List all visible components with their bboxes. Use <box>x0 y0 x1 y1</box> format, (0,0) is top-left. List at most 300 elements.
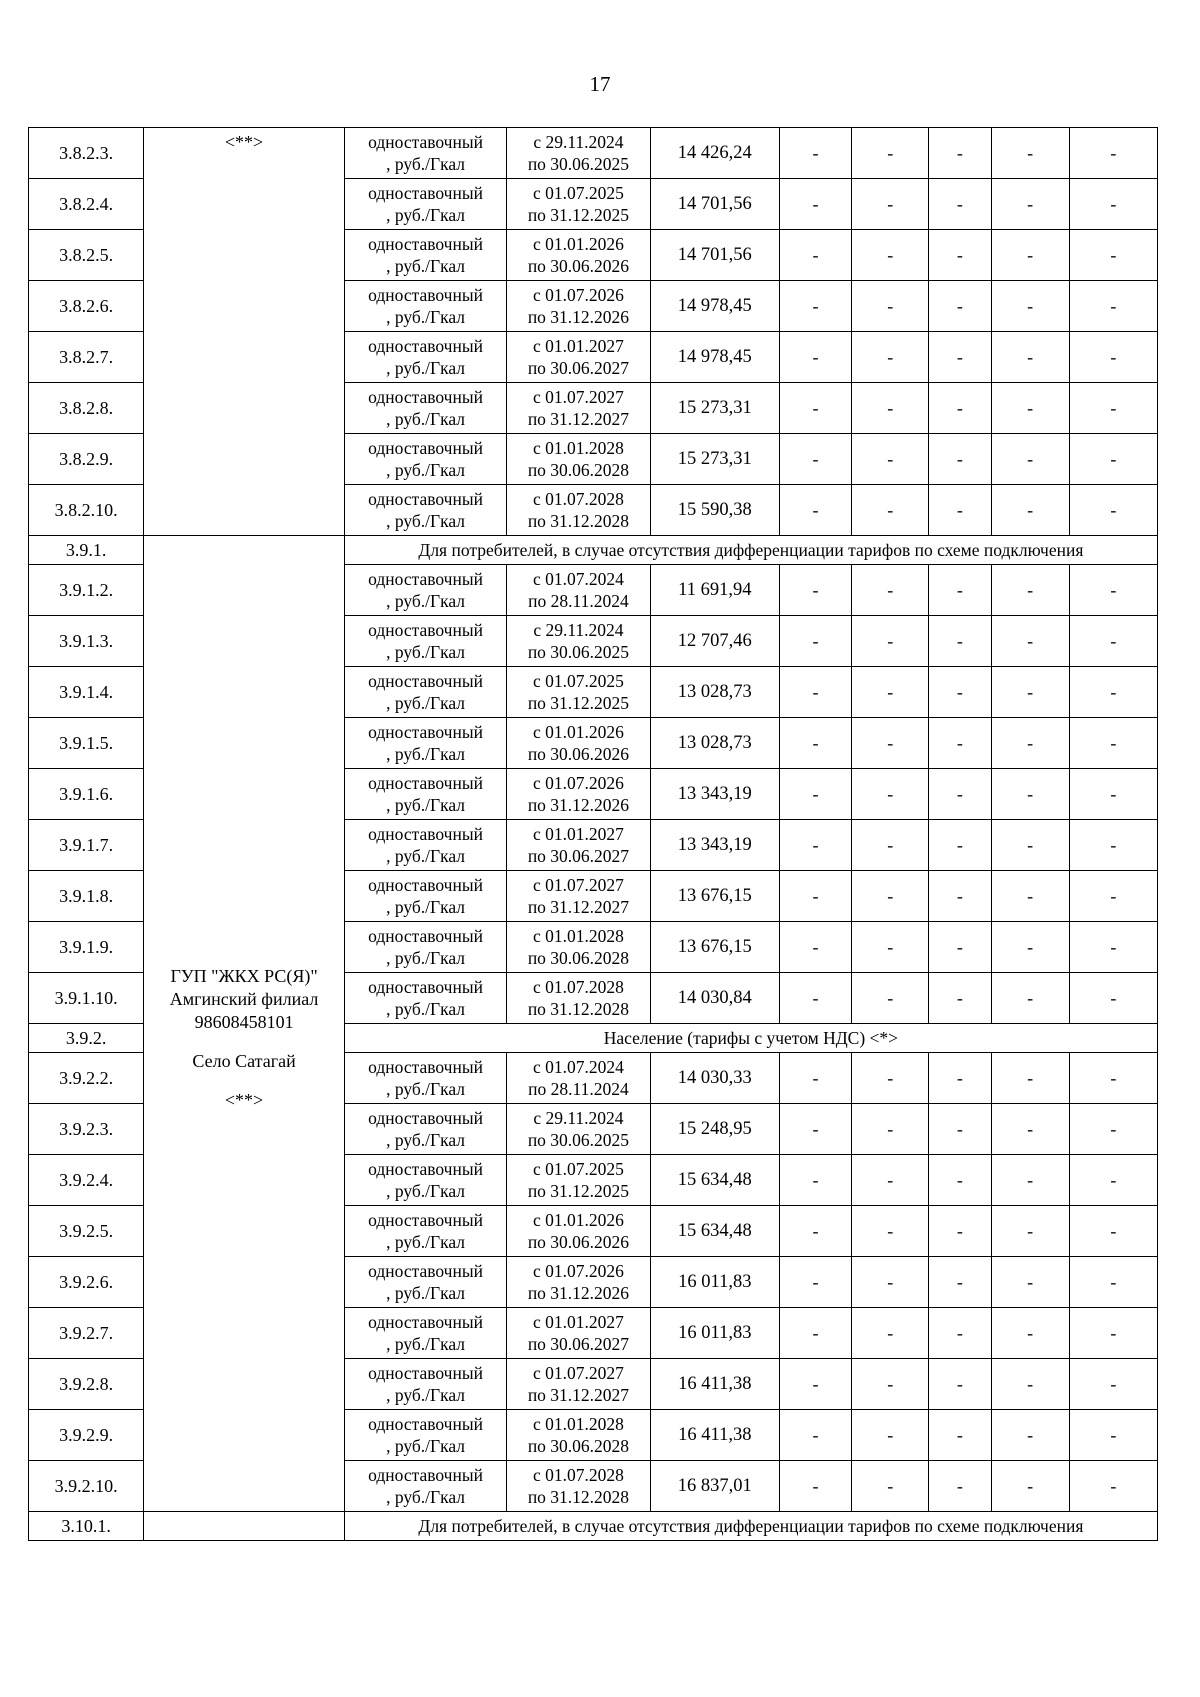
empty-value-cell: - <box>779 1410 851 1461</box>
period-from: с 01.01.2027 <box>532 824 624 844</box>
period-from: с 01.07.2027 <box>532 875 624 895</box>
tariff-type: одноставочный <box>368 1261 483 1281</box>
tariff-type-cell <box>344 1410 506 1461</box>
empty-value-cell: - <box>929 179 991 230</box>
period-to: по 30.06.2027 <box>527 1334 630 1354</box>
empty-value-cell: - <box>779 179 851 230</box>
empty-value-cell: - <box>1069 616 1157 667</box>
period-cell <box>507 434 650 485</box>
tariff-value: 15 248,95 <box>650 1104 779 1155</box>
empty-value-cell: - <box>852 718 929 769</box>
section-header-row <box>29 536 1158 565</box>
tariff-type: одноставочный <box>368 569 483 589</box>
tariff-unit: , руб./Гкал <box>386 1232 466 1252</box>
empty-value-cell: - <box>991 769 1069 820</box>
tariff-type-cell <box>344 820 506 871</box>
empty-value-cell: - <box>991 128 1069 179</box>
tariff-value: 14 426,24 <box>650 128 779 179</box>
row-number: 3.9.2.5. <box>29 1206 144 1257</box>
empty-value-cell: - <box>991 565 1069 616</box>
period-cell <box>507 718 650 769</box>
period-from: с 01.07.2028 <box>532 489 624 509</box>
empty-value-cell: - <box>779 565 851 616</box>
tariff-type: одноставочный <box>368 1108 483 1128</box>
tariff-type: одноставочный <box>368 1465 483 1485</box>
row-number: 3.9.2.6. <box>29 1257 144 1308</box>
empty-value-cell: - <box>1069 1359 1157 1410</box>
period-to: по 30.06.2028 <box>527 1436 630 1456</box>
empty-value-cell: - <box>852 565 929 616</box>
row-number: 3.9.2.8. <box>29 1359 144 1410</box>
tariff-type-cell <box>344 1206 506 1257</box>
tariff-type: одноставочный <box>368 722 483 742</box>
empty-value-cell: - <box>991 820 1069 871</box>
tariff-type: одноставочный <box>368 824 483 844</box>
organization-locality: Село Сатагай <box>192 1051 296 1071</box>
period-cell <box>507 281 650 332</box>
empty-value-cell: - <box>779 973 851 1024</box>
empty-value-cell: - <box>929 332 991 383</box>
tariff-type: одноставочный <box>368 620 483 640</box>
empty-value-cell: - <box>1069 230 1157 281</box>
empty-value-cell: - <box>1069 434 1157 485</box>
tariff-value: 13 676,15 <box>650 922 779 973</box>
period-to: по 30.06.2026 <box>527 744 630 764</box>
tariff-type: одноставочный <box>368 1057 483 1077</box>
tariff-value: 13 028,73 <box>650 718 779 769</box>
row-number: 3.9.2.10. <box>29 1461 144 1512</box>
tariff-value: 15 273,31 <box>650 383 779 434</box>
period-cell <box>507 667 650 718</box>
empty-value-cell: - <box>1069 1104 1157 1155</box>
tariff-type: одноставочный <box>368 1312 483 1332</box>
tariff-unit: , руб./Гкал <box>386 897 466 917</box>
period-from: с 01.07.2027 <box>532 1363 624 1383</box>
period-to: по 31.12.2026 <box>527 795 630 815</box>
empty-value-cell: - <box>929 769 991 820</box>
tariff-type: одноставочный <box>368 977 483 997</box>
period-to: по 30.06.2025 <box>527 154 630 174</box>
tariff-value: 13 676,15 <box>650 871 779 922</box>
tariff-value: 14 701,56 <box>650 179 779 230</box>
period-cell <box>507 332 650 383</box>
empty-value-cell: - <box>929 281 991 332</box>
empty-value-cell: - <box>852 128 929 179</box>
empty-value-cell: - <box>929 616 991 667</box>
empty-value-cell: - <box>1069 1053 1157 1104</box>
empty-value-cell: - <box>929 1206 991 1257</box>
tariff-type: одноставочный <box>368 285 483 305</box>
tariff-unit: , руб./Гкал <box>386 205 466 225</box>
period-from: с 01.07.2025 <box>532 183 624 203</box>
period-from: с 01.07.2028 <box>532 977 624 997</box>
page-number: 17 <box>589 72 611 96</box>
empty-value-cell: - <box>779 1155 851 1206</box>
note-marker: <**> <box>224 132 264 152</box>
tariff-type: одноставочный <box>368 1363 483 1383</box>
tariff-type-cell <box>344 922 506 973</box>
empty-value-cell: - <box>852 616 929 667</box>
period-from: с 01.01.2026 <box>532 722 624 742</box>
row-number: 3.9.1. <box>29 536 144 565</box>
empty-value-cell: - <box>1069 1308 1157 1359</box>
period-to: по 31.12.2025 <box>527 205 630 225</box>
period-cell <box>507 973 650 1024</box>
empty-value-cell: - <box>779 769 851 820</box>
row-number: 3.9.2. <box>29 1024 144 1053</box>
tariff-unit: , руб./Гкал <box>386 1436 466 1456</box>
tariff-unit: , руб./Гкал <box>386 154 466 174</box>
tariff-type: одноставочный <box>368 132 483 152</box>
empty-value-cell: - <box>929 1053 991 1104</box>
empty-value-cell: - <box>1069 1257 1157 1308</box>
empty-value-cell: - <box>852 281 929 332</box>
row-number: 3.8.2.10. <box>29 485 144 536</box>
empty-value-cell: - <box>991 1155 1069 1206</box>
tariff-table <box>28 127 1158 1541</box>
period-to: по 31.12.2027 <box>527 409 630 429</box>
empty-value-cell: - <box>991 1257 1069 1308</box>
tariff-type-cell <box>344 383 506 434</box>
period-from: с 01.07.2026 <box>532 1261 624 1281</box>
section-header-row <box>29 1512 1158 1541</box>
empty-value-cell: - <box>779 922 851 973</box>
empty-value-cell: - <box>852 1410 929 1461</box>
row-number: 3.9.2.4. <box>29 1155 144 1206</box>
empty-value-cell: - <box>852 230 929 281</box>
empty-value-cell: - <box>991 485 1069 536</box>
tariff-value: 12 707,46 <box>650 616 779 667</box>
row-number: 3.9.1.10. <box>29 973 144 1024</box>
empty-value-cell: - <box>779 1206 851 1257</box>
tariff-type-cell <box>344 281 506 332</box>
tariff-unit: , руб./Гкал <box>386 307 466 327</box>
period-cell <box>507 1308 650 1359</box>
empty-value-cell: - <box>991 1206 1069 1257</box>
empty-value-cell: - <box>991 383 1069 434</box>
tariff-value: 14 978,45 <box>650 332 779 383</box>
tariff-type-cell <box>344 434 506 485</box>
section-header-text: Население (тарифы с учетом НДС) <*> <box>344 1024 1157 1053</box>
row-number: 3.10.1. <box>29 1512 144 1541</box>
tariff-type-cell <box>344 973 506 1024</box>
period-to: по 31.12.2026 <box>527 1283 630 1303</box>
period-from: с 01.07.2024 <box>532 1057 624 1077</box>
period-to: по 30.06.2025 <box>527 1130 630 1150</box>
empty-value-cell: - <box>852 1053 929 1104</box>
tariff-unit: , руб./Гкал <box>386 409 466 429</box>
tariff-unit: , руб./Гкал <box>386 1181 466 1201</box>
period-to: по 31.12.2028 <box>527 1487 630 1507</box>
empty-value-cell: - <box>779 383 851 434</box>
empty-value-cell: - <box>991 973 1069 1024</box>
tariff-unit: , руб./Гкал <box>386 256 466 276</box>
period-from: с 29.11.2024 <box>533 620 624 640</box>
empty-value-cell: - <box>929 1308 991 1359</box>
period-from: с 29.11.2024 <box>533 1108 624 1128</box>
period-to: по 30.06.2028 <box>527 948 630 968</box>
period-cell <box>507 1206 650 1257</box>
empty-value-cell: - <box>779 281 851 332</box>
tariff-type-cell <box>344 179 506 230</box>
empty-value-cell: - <box>779 616 851 667</box>
organization-cell <box>144 536 345 1512</box>
empty-value-cell: - <box>991 1359 1069 1410</box>
tariff-type-cell <box>344 485 506 536</box>
empty-value-cell: - <box>991 871 1069 922</box>
organization-cell <box>144 128 345 536</box>
tariff-type-cell <box>344 1257 506 1308</box>
tariff-unit: , руб./Гкал <box>386 948 466 968</box>
tariff-value: 15 634,48 <box>650 1155 779 1206</box>
empty-value-cell: - <box>779 1053 851 1104</box>
empty-value-cell: - <box>1069 485 1157 536</box>
tariff-type: одноставочный <box>368 438 483 458</box>
row-number: 3.9.1.2. <box>29 565 144 616</box>
empty-value-cell: - <box>991 332 1069 383</box>
empty-value-cell: - <box>929 230 991 281</box>
empty-value-cell: - <box>779 1461 851 1512</box>
tariff-type: одноставочный <box>368 336 483 356</box>
period-from: с 01.01.2027 <box>532 336 624 356</box>
empty-value-cell: - <box>852 485 929 536</box>
empty-value-cell: - <box>929 1461 991 1512</box>
period-from: с 01.07.2024 <box>532 569 624 589</box>
section-header-text: Для потребителей, в случае отсутствия дифференциации тарифов по схеме подключения <box>344 536 1157 565</box>
empty-value-cell: - <box>779 667 851 718</box>
row-number: 3.9.1.5. <box>29 718 144 769</box>
tariff-unit: , руб./Гкал <box>386 1130 466 1150</box>
period-cell <box>507 565 650 616</box>
period-to: по 28.11.2024 <box>528 1079 629 1099</box>
empty-value-cell: - <box>991 1461 1069 1512</box>
tariff-type-cell <box>344 332 506 383</box>
tariff-type: одноставочный <box>368 234 483 254</box>
empty-value-cell: - <box>991 179 1069 230</box>
tariff-value: 15 590,38 <box>650 485 779 536</box>
period-cell <box>507 179 650 230</box>
empty-value-cell: - <box>1069 922 1157 973</box>
tariff-unit: , руб./Гкал <box>386 795 466 815</box>
empty-value-cell: - <box>779 871 851 922</box>
tariff-value: 16 011,83 <box>650 1308 779 1359</box>
tariff-type: одноставочный <box>368 671 483 691</box>
empty-value-cell: - <box>1069 1206 1157 1257</box>
row-number: 3.8.2.9. <box>29 434 144 485</box>
empty-value-cell: - <box>852 973 929 1024</box>
empty-value-cell: - <box>779 1359 851 1410</box>
empty-value-cell: - <box>779 485 851 536</box>
tariff-unit: , руб./Гкал <box>386 846 466 866</box>
period-to: по 31.12.2025 <box>527 693 630 713</box>
note-marker: <**> <box>224 1090 264 1110</box>
row-number: 3.9.2.7. <box>29 1308 144 1359</box>
empty-value-cell: - <box>779 434 851 485</box>
empty-value-cell: - <box>1069 565 1157 616</box>
period-cell <box>507 1359 650 1410</box>
empty-value-cell: - <box>852 1461 929 1512</box>
tariff-type: одноставочный <box>368 1210 483 1230</box>
tariff-type-cell <box>344 616 506 667</box>
organization-inn: 98608458101 <box>194 1012 294 1032</box>
empty-value-cell: - <box>991 922 1069 973</box>
tariff-unit: , руб./Гкал <box>386 591 466 611</box>
empty-value-cell: - <box>852 434 929 485</box>
period-to: по 30.06.2028 <box>527 460 630 480</box>
period-to: по 31.12.2026 <box>527 307 630 327</box>
tariff-value: 13 343,19 <box>650 769 779 820</box>
tariff-type-cell <box>344 667 506 718</box>
empty-value-cell: - <box>991 281 1069 332</box>
empty-value-cell: - <box>852 769 929 820</box>
row-number: 3.9.2.9. <box>29 1410 144 1461</box>
empty-value-cell: - <box>779 718 851 769</box>
empty-value-cell: - <box>1069 769 1157 820</box>
tariff-unit: , руб./Гкал <box>386 999 466 1019</box>
organization-cell-empty <box>144 1512 345 1541</box>
tariff-value: 16 837,01 <box>650 1461 779 1512</box>
row-number: 3.8.2.3. <box>29 128 144 179</box>
tariff-type: одноставочный <box>368 926 483 946</box>
period-cell <box>507 820 650 871</box>
period-cell <box>507 128 650 179</box>
empty-value-cell: - <box>991 667 1069 718</box>
tariff-value: 15 273,31 <box>650 434 779 485</box>
tariff-type: одноставочный <box>368 875 483 895</box>
tariff-type-cell <box>344 1461 506 1512</box>
period-to: по 30.06.2027 <box>527 846 630 866</box>
empty-value-cell: - <box>779 1257 851 1308</box>
tariff-type-cell <box>344 871 506 922</box>
tariff-type-cell <box>344 1053 506 1104</box>
empty-value-cell: - <box>1069 718 1157 769</box>
empty-value-cell: - <box>991 718 1069 769</box>
empty-value-cell: - <box>1069 383 1157 434</box>
empty-value-cell: - <box>991 1104 1069 1155</box>
period-cell <box>507 922 650 973</box>
tariff-unit: , руб./Гкал <box>386 1334 466 1354</box>
period-from: с 29.11.2024 <box>533 132 624 152</box>
organization-name: ГУП "ЖКХ РС(Я)" <box>170 966 318 986</box>
period-cell <box>507 383 650 434</box>
tariff-type: одноставочный <box>368 489 483 509</box>
tariff-type: одноставочный <box>368 1159 483 1179</box>
row-number: 3.9.1.6. <box>29 769 144 820</box>
table-row <box>29 128 1158 179</box>
row-number: 3.8.2.6. <box>29 281 144 332</box>
tariff-value: 14 030,84 <box>650 973 779 1024</box>
period-to: по 30.06.2026 <box>527 256 630 276</box>
empty-value-cell: - <box>1069 820 1157 871</box>
empty-value-cell: - <box>1069 1410 1157 1461</box>
period-to: по 31.12.2027 <box>527 1385 630 1405</box>
period-to: по 30.06.2025 <box>527 642 630 662</box>
tariff-type: одноставочный <box>368 183 483 203</box>
empty-value-cell: - <box>929 667 991 718</box>
empty-value-cell: - <box>929 718 991 769</box>
empty-value-cell: - <box>1069 667 1157 718</box>
empty-value-cell: - <box>929 820 991 871</box>
row-number: 3.9.1.8. <box>29 871 144 922</box>
tariff-type-cell <box>344 128 506 179</box>
empty-value-cell: - <box>929 1257 991 1308</box>
tariff-type-cell <box>344 718 506 769</box>
period-from: с 01.07.2026 <box>532 773 624 793</box>
period-from: с 01.01.2028 <box>532 1414 624 1434</box>
period-cell <box>507 871 650 922</box>
row-number: 3.8.2.8. <box>29 383 144 434</box>
row-number: 3.8.2.4. <box>29 179 144 230</box>
tariff-value: 15 634,48 <box>650 1206 779 1257</box>
period-cell <box>507 1104 650 1155</box>
row-number: 3.9.2.3. <box>29 1104 144 1155</box>
tariff-type: одноставочный <box>368 387 483 407</box>
empty-value-cell: - <box>852 383 929 434</box>
tariff-value: 14 701,56 <box>650 230 779 281</box>
empty-value-cell: - <box>852 1359 929 1410</box>
tariff-type-cell <box>344 1155 506 1206</box>
empty-value-cell: - <box>852 1308 929 1359</box>
empty-value-cell: - <box>1069 1461 1157 1512</box>
period-to: по 30.06.2026 <box>527 1232 630 1252</box>
empty-value-cell: - <box>852 1155 929 1206</box>
row-number: 3.9.1.3. <box>29 616 144 667</box>
empty-value-cell: - <box>1069 1155 1157 1206</box>
empty-value-cell: - <box>852 922 929 973</box>
empty-value-cell: - <box>929 1410 991 1461</box>
period-from: с 01.01.2028 <box>532 926 624 946</box>
empty-value-cell: - <box>852 1206 929 1257</box>
empty-value-cell: - <box>779 1104 851 1155</box>
tariff-unit: , руб./Гкал <box>386 358 466 378</box>
empty-value-cell: - <box>929 434 991 485</box>
tariff-value: 13 028,73 <box>650 667 779 718</box>
row-number: 3.9.1.7. <box>29 820 144 871</box>
period-cell <box>507 769 650 820</box>
tariff-type-cell <box>344 1104 506 1155</box>
empty-value-cell: - <box>991 616 1069 667</box>
period-cell <box>507 1461 650 1512</box>
period-from: с 01.01.2026 <box>532 234 624 254</box>
empty-value-cell: - <box>1069 871 1157 922</box>
tariff-value: 14 978,45 <box>650 281 779 332</box>
period-to: по 28.11.2024 <box>528 591 629 611</box>
empty-value-cell: - <box>929 1104 991 1155</box>
empty-value-cell: - <box>929 1359 991 1410</box>
tariff-value: 14 030,33 <box>650 1053 779 1104</box>
tariff-value: 16 411,38 <box>650 1410 779 1461</box>
period-from: с 01.07.2026 <box>532 285 624 305</box>
tariff-unit: , руб./Гкал <box>386 1385 466 1405</box>
empty-value-cell: - <box>929 128 991 179</box>
empty-value-cell: - <box>991 1308 1069 1359</box>
empty-value-cell: - <box>929 485 991 536</box>
period-cell <box>507 616 650 667</box>
tariff-type-cell <box>344 230 506 281</box>
empty-value-cell: - <box>1069 281 1157 332</box>
tariff-unit: , руб./Гкал <box>386 511 466 531</box>
empty-value-cell: - <box>852 1104 929 1155</box>
period-from: с 01.07.2025 <box>532 1159 624 1179</box>
tariff-unit: , руб./Гкал <box>386 460 466 480</box>
empty-value-cell: - <box>991 1053 1069 1104</box>
empty-value-cell: - <box>991 434 1069 485</box>
empty-value-cell: - <box>779 820 851 871</box>
period-to: по 31.12.2028 <box>527 511 630 531</box>
empty-value-cell: - <box>991 1410 1069 1461</box>
tariff-value: 16 411,38 <box>650 1359 779 1410</box>
tariff-unit: , руб./Гкал <box>386 744 466 764</box>
